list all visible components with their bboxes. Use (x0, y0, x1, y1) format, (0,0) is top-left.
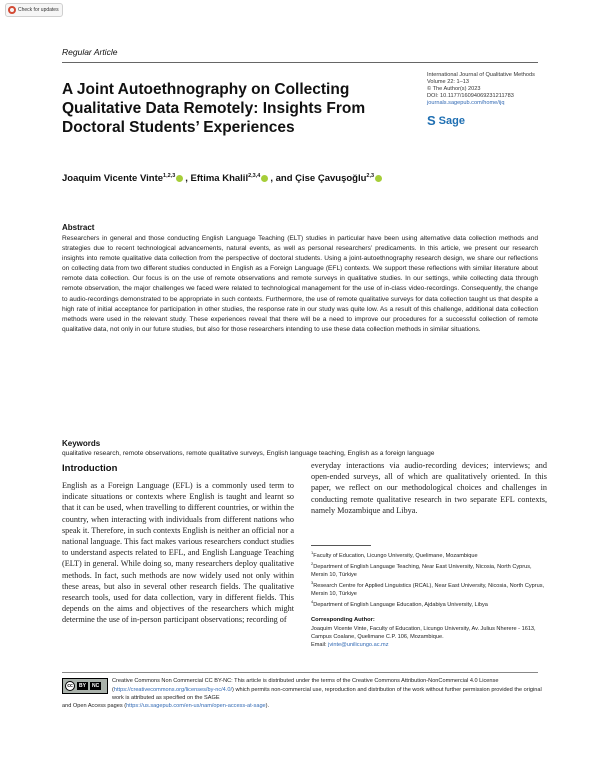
corresponding-author-heading: Corresponding Author: (311, 617, 375, 623)
affiliation-divider (311, 545, 371, 546)
orcid-icon[interactable] (261, 175, 268, 182)
journal-doi[interactable]: DOI: 10.1177/16094069231211783 (427, 93, 514, 99)
sage-logo: S Sage (427, 113, 465, 128)
journal-url[interactable]: journals.sagepub.com/home/ijq (427, 100, 505, 106)
email-link[interactable]: jvinte@unilicungo.ac.mz (328, 642, 389, 649)
abstract-heading: Abstract (62, 223, 95, 232)
orcid-icon[interactable] (375, 175, 382, 182)
introduction-column-2: everyday interactions via audio-recording devices; interviews; and open-ended surveys, all of which are qualitatively oriented. In this paper, we reflect on our methodological choices and challenges in conducting remote qualitative research in two separate EFL contexts, namely Mozambique and Libya. (311, 461, 547, 515)
journal-name: International Journal of Qualitative Methods (427, 72, 535, 78)
affiliation: $^2$Department of English Language Teaching, Near East University, Nicosia, North Cyprus, Mersin 10, Türkiye (311, 560, 532, 578)
journal-info (427, 72, 567, 107)
license-text-continued: and Open Access pages (https://us.sagepub.com/en-us/nam/open-access-at-sage). (62, 703, 270, 709)
cc-by-nc-badge[interactable] (62, 678, 108, 694)
author-name: Joaquim Vicente Vinte (62, 173, 164, 185)
article-type: Regular Article (62, 47, 118, 57)
sage-s-icon: S (427, 113, 436, 128)
author-name: Eftima Khalil (190, 173, 249, 185)
journal-volume: Volume 22: 1–13 (427, 79, 469, 85)
introduction-heading: Introduction (62, 463, 118, 474)
article-title: A Joint Autoethnography on Collecting Qualitative Data Remotely: Insights From Doctoral Students’ Experiences (62, 81, 366, 136)
affiliation: $^4$Department of English Language Education, Ajdabiya University, Libya (311, 599, 488, 608)
abstract-text: Researchers in general and those conducting English Language Teaching (ELT) studies in particular have been using alternative data collection methods and strategies due to recent technological advancements, natural events, as well as personal researchers’ predicaments. In this article, we present our research insights into remote qualitative data collection from the perspective of doctoral students. Using a joint-autoethnography research design, we share our reflections on collecting data from two different studies conducted in English as a Foreign Language (EFL) contexts. We support these reflections with similar literature about remote data collection. Our focus is on the use of remote observations and remote surveys in qualitative studies. In our settings, while collecting data through remote observation, the major challenges we faced were related to technological management for the use of in-class video-recordings. Consequently, the change to audio-recordings demonstrated to be appropriate in such contexts. Furthermore, the use of remote qualitative surveys for data collection taught us that despite a high rate of initial acceptance for participation in other studies, the response rate in our study was quite low. As a result of this challenge, additional data collection methods were used in the relevant study. These experiences reveal that there will be a need to improve our procedures for a successful collection of remote qualitative data, not only in our future studies, but also for those researchers intending to use these data collection methods in similar situations. (62, 235, 538, 333)
orcid-icon[interactable] (176, 175, 183, 182)
affiliation: $^1$Faculty of Education, Licungo University, Quelimane, Mozambique (311, 550, 478, 559)
check-for-updates-badge[interactable]: Check for updates (5, 3, 63, 17)
author-name: Çise Çavuşoğlu (295, 173, 367, 185)
by-label: BY (79, 683, 86, 689)
license-text: Creative Commons Non Commercial CC BY-NC: This article is distributed under the terms of the Creative Commons Attribution-NonCommercial 4.0 License (https://creativecommons.org/licenses/by-nc/4.0/) which permits non-commercial use, reproduction and distribution of the work without further permission provided the original work is attributed as specified on the SAGE (112, 678, 542, 701)
journal-copyright: © The Author(s) 2023 (427, 86, 481, 92)
nc-label: NC (91, 683, 100, 689)
check-updates-icon (8, 6, 16, 14)
keywords-heading: Keywords (62, 439, 101, 448)
open-access-link[interactable]: https://us.sagepub.com/en-us/nam/open-access-at-sage (126, 703, 266, 709)
introduction-column-1: English as a Foreign Language (EFL) is a commonly used term to indicate situations or contexts where English is taught and learnt so that it can be used, when travelling to different countries, or within the country, when interacting with individuals from different nations who speak it. Therefore, in such contexts English is neither an official nor a national language. This fact makes various researchers conduct studies to understand aspects related to EFL, and English Language Teaching (ELT) in general. While doing so, many researchers deploy qualitative methods. In fact, such methods are now widely used not only within these areas, but also in several other research fields. The qualitative research tools, used for data collection, vary in different fields. This depends on the aims and objectives of the researchers which might determine the use of in-person participant observations; recording of (62, 481, 294, 625)
header-divider (62, 62, 538, 63)
affiliations (311, 549, 547, 609)
license-link[interactable]: https://creativecommons.org/licenses/by-nc/4.0/ (113, 686, 233, 693)
author-list: Joaquim Vicente Vinte$^{1,2,3}$ , Eftima Khalil$^{2,3,4}$ , and Çise Çavuşoğlu$^{2,3}$ (62, 173, 384, 184)
footer-divider (62, 672, 538, 673)
affiliation: $^3$Research Centre for Applied Linguistics (RCAL), Near East University, Nicosia, North Cyprus, Mersin 10, Türkiye (311, 580, 545, 597)
corresponding-author: Joaquim Vicente Vinte, Faculty of Education, Licungo University, Av. Julius Nherere - 1613, Campus Coalane, Quelimane C.P. 106, Mozambique. Email: jvinte@unilicungo.ac.mz (311, 626, 536, 649)
cc-icon: cc (65, 681, 75, 691)
keywords-text: qualitative research, remote observations, remote qualitative surveys, English language teaching, English as a foreign language (62, 450, 435, 457)
